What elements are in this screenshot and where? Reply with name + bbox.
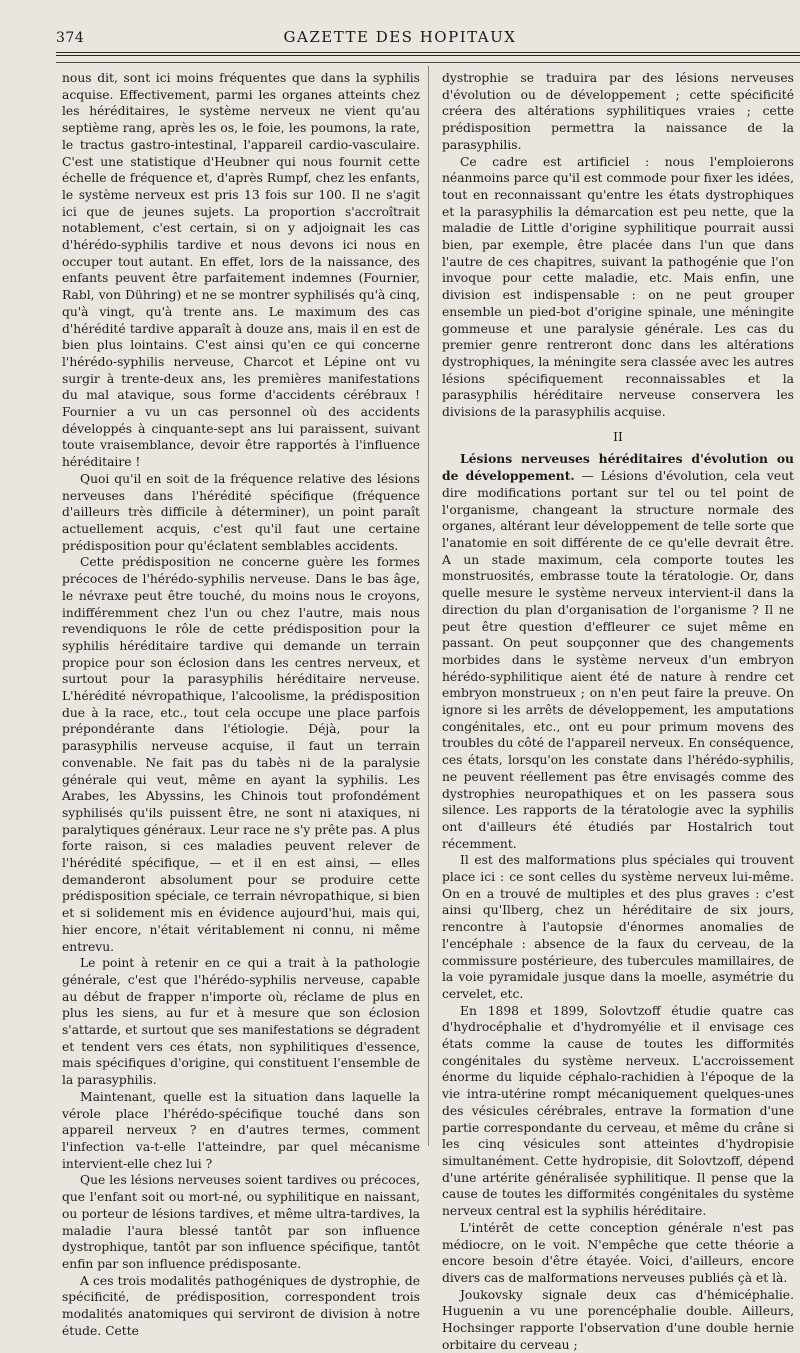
right-column <box>442 70 794 1352</box>
page-number: 374 <box>56 30 85 46</box>
body-paragraph: Le point à retenir en ce qui a trait à la pathologie générale, c'est que l'hérédo-syphilis nerveuse, capable au début de frapper n'importe où, réclame de plus en plus les siens, au fur et à mesure que son éclosion s'attarde, et surtout que ses manifestations se dégradent et tendent vers ces états, non syphilitiques d'essence, mais spécifiques d'origine, qui constituent l'ensemble de la parasyphilis. <box>62 956 420 1088</box>
section-heading: Lésions nerveuses héréditaires d'évolution ou de développement. <box>442 451 794 484</box>
body-paragraph: Joukovsky signale deux cas d'hémicéphalie. Huguenin a vu une porencéphalie double. Ailleurs, Hochsinger rapporte l'observation d'une double hernie orbitaire du cerveau ; <box>442 1287 794 1352</box>
body-paragraph: Que les lésions nerveuses soient tardives ou précoces, que l'enfant soit ou mort-né, ou syphilitique en naissant, ou porteur de lésions tardives, et même ultra-tardives, la maladie l'aura blessé tantôt par son influence dystrophique, tantôt par son influence spécifique, tantôt enfin par son influence prédisposante. <box>62 1173 420 1271</box>
body-paragraph: nous dit, sont ici moins fréquentes que dans la syphilis acquise. Effectivement, parmi les organes atteints chez les héréditaires, le système nerveux ne vient qu'au septième rang, après les os, le foie, les poumons, la rate, le tractus gastro-intestinal, l'appareil cardio-vasculaire. C'est une statistique d'Heubner qui nous fournit cette échelle de fréquence et, d'après Rumpf, chez les enfants, le système nerveux est pris 13 fois sur 100. Il ne s'agit ici que de jeunes sujets. La proportion s'accroîtrait notablement, c'est certain, si on y adjoignait les cas d'hérédo-syphilis tardive et nous devons ici nous en occuper tout autant. En effet, lors de la naissance, des enfants peuvent être parfaitement indemnes (Fournier, Rabl, von Dühring) et ne se montrer syphilisés qu'à cinq, qu'à vingt, qu'à trente ans. Le maximum des cas d'hérédité tardive apparaît à douze ans, mais il en est de bien plus lointains. C'est ainsi qu'en ce qui concerne l'hérédo-syphilis nerveuse, Charcot et Lépine ont vu surgir à trente-deux ans, les premières manifestations du mal atavique, sous forme d'accidents cérébraux ! Fournier a vu un cas personnel où des accidents développés à cinquante-sept ans lui paraissent, suivant toute vraisemblance, devoir être rapportés à l'influence héréditaire ! <box>62 71 420 470</box>
body-paragraph: L'intérêt de cette conception générale n'est pas médiocre, on le voit. N'empêche que cette théorie a encore besoin d'être étayée. Voici, d'ailleurs, encore divers cas de malformations nerveuses publiés çà et là. <box>442 1220 794 1285</box>
header-rule <box>56 55 800 56</box>
body-paragraph: Quoi qu'il en soit de la fréquence relative des lésions nerveuses dans l'hérédité spécifique (fréquence d'ailleurs très difficile à déterminer), un point paraît actuellement acquis, c'est qu'il faut une certaine prédisposition pour qu'éclatent semblables accidents. <box>62 471 420 553</box>
body-paragraph: dystrophie se traduira par des lésions nerveuses d'évolution ou de développement ; cette spécificité créera des altérations syphilitiques vraies ; cette prédisposition permettra la naissance de la parasyphilis. <box>442 71 794 152</box>
body-paragraph: Maintenant, quelle est la situation dans laquelle la vérole place l'hérédo-spécifique touché dans son appareil nerveux ? en d'autres termes, comment l'infection va-t-elle l'atteindre, par quel mécanisme intervient-elle chez lui ? <box>62 1089 420 1171</box>
body-paragraph: A ces trois modalités pathogéniques de dystrophie, de spécificité, de prédisposition, correspondent trois modalités anatomiques qui serviront de division à notre étude. Cette <box>62 1273 420 1338</box>
running-header <box>0 0 800 60</box>
journal-title: GAZETTE DES HOPITAUX <box>283 28 517 46</box>
body-paragraph: En 1898 et 1899, Solovtzoff étudie quatre cas d'hydrocéphalie et d'hydromyélie et il envisage ces états comme la cause de toutes les difformités congénitales du système nerveux. L'accroissement énorme du liquide céphalo-rachidien à l'époque de la vie intra-utérine rompt mécaniquement quelques-unes des vésicules cérébrales, entrave la formation d'une partie correspondante du cerveau, et même du crâne si les cinq vésicules sont atteintes d'hydropisie simultanément. Cette hydropisie, dit Solovtzoff, dépend d'une artérite généralisée syphilitique. Il pense que la cause de toutes les difformités congénitales du système nerveux central est la syphilis héréditaire. <box>442 1003 794 1219</box>
body-paragraph: Il est des malformations plus spéciales qui trouvent place ici : ce sont celles du système nerveux lui-même. On en a trouvé de multiples et des plus graves : c'est ainsi qu'Ilberg, chez un héréditaire de six jours, rencontre à l'autopsie d'énormes anomalies de l'encéphale : absence de la faux du cerveau, de la commissure postérieure, des tubercules mamillaires, de la voie pyramidale jusque dans la moelle, asymétrie du cervelet, etc. <box>442 853 794 1001</box>
right-column-continuation <box>442 852 794 1353</box>
section-number: II <box>613 429 623 444</box>
left-column <box>62 70 420 1338</box>
section-paragraph <box>442 451 794 852</box>
column-divider <box>428 66 429 1146</box>
right-column-opening <box>442 70 794 421</box>
header-rule <box>56 52 800 53</box>
header-rule <box>56 62 800 63</box>
body-paragraph: Ce cadre est artificiel : nous l'emploierons néanmoins parce qu'il est commode pour fixer les idées, tout en reconnaissant qu'entre les états dystrophiques et la parasyphilis la démarcation est peu nette, que la maladie de Little d'origine syphilitique pourrait aussi bien, par exemple, être placée dans l'un que dans l'autre de ces chapitres, suivant la pathogénie que l'on invoque pour cette maladie, etc. Mais enfin, une division est indispensable : on ne peut grouper ensemble un pied-bot d'origine spinale, une méningite gommeuse et une paralysie générale. Les cas du premier genre rentreront donc dans les altérations dystrophiques, la méningite sera classée avec les autres lésions spécifiquement reconnaissables et la parasyphilis héréditaire nerveuse conservera les divisions de la parasyphilis acquise. <box>442 154 794 420</box>
section-heading-text: — Lésions d'évolution, cela veut dire modifications portant sur tel ou tel point de l'organisme, changeant la structure normale des organes, altérant leur développement de telle sorte que l'anatomie en soit différente de ce qu'elle devrait être. A un stade maximum, cela comporte toutes les monstruosités, embrasse toute la tératologie. Or, dans quelle mesure le système nerveux intervient-il dans la direction du plan d'organisation de l'organisme ? Il ne peut être question d'effleurer ce sujet même en passant. On peut soupçonner que des changements morbides dans le système nerveux d'un embryon hérédo-syphilitique aient été de nature à rendre cet embryon monstrueux ; on n'en peut faire la preuve. On ignore si les arrêts de développement, les amputations congénitales, etc., ont eu pour primum movens des troubles du côté de l'appareil nerveux. En conséquence, ces états, lorsqu'on les constate dans l'hérédo-syphilis, ne peuvent réellement pas être envisagés comme des dystrophies neuropathiques et on les passera sous silence. Les rapports de la tératologie avec la syphilis ont d'ailleurs été étudiés par Hostalrich tout récemment. <box>442 469 794 851</box>
body-paragraph: Cette prédisposition ne concerne guère les formes précoces de l'hérédo-syphilis nerveuse. Dans le bas âge, le névraxe peut être touché, du moins nous le croyons, indifféremment chez l'un ou chez l'autre, mais nous revendiquons le rôle de cette prédisposition pour la syphilis héréditaire tardive qui demande un terrain propice pour son éclosion dans les centres nerveux, et surtout pour la parasyphilis héréditaire nerveuse. L'hérédité névropathique, l'alcoolisme, la prédisposition due à la race, etc., tout cela occupe une place parfois prépondérante dans l'étiologie. Déjà, pour la parasyphilis nerveuse acquise, il faut un terrain convenable. Ne fait pas du tabès ni de la paralysie générale qui veut, même en ayant la syphilis. Les Arabes, les Abyssins, les Chinois tout profondément syphilisés qu'ils puissent être, ne sont ni ataxiques, ni paralytiques généraux. Leur race ne s'y prête pas. A plus forte raison, si ces maladies peuvent relever de l'hérédité spécifique, — et il en est ainsi, — elles demanderont absolument pour se produire cette prédisposition spéciale, ce terrain névropathique, si bien et si solidement mis en évidence aujourd'hui, mais qui, hier encore, n'était véritablement ni connu, ni même entrevu. <box>62 555 420 954</box>
